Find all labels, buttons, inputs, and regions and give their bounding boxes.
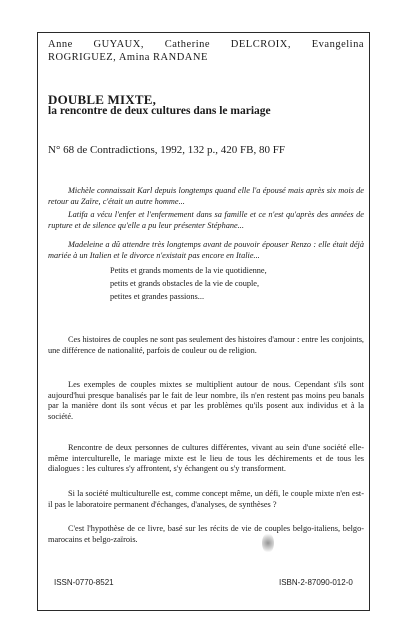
poem-line: Petits et grands moments de la vie quotidienne, xyxy=(110,266,267,275)
story-madeleine: Madeleine a dû attendre très longtemps avant de pouvoir épouser Renzo : elle était déjà mariée à un Italien et le divorce n'existait pas encore en Italie... xyxy=(48,240,364,260)
body-paragraph: Ces histoires de couples ne sont pas seulement des histoires d'amour : entre les conjoints, une différence de nationalité, parfois de couleur ou de religion. xyxy=(48,335,364,355)
publication-reference: N° 68 de Contradictions, 1992, 132 p., 420 FB, 80 FF xyxy=(48,144,285,156)
story-michele: Michèle connaissait Karl depuis longtemps quand elle l'a épousé mais après six mois de retour au Zaïre, c'était un autre homme... xyxy=(48,186,364,206)
book-title: DOUBLE MIXTE, xyxy=(48,92,157,107)
poem-block xyxy=(110,264,267,303)
authors: Anne GUYAUX, Catherine DELCROIX, Evangelina ROGRIGUEZ, Amina RANDANE xyxy=(48,39,364,63)
book-subtitle: la rencontre de deux cultures dans le mariage xyxy=(48,105,271,117)
story-latifa: Latifa a vécu l'enfer et l'enfermement dans sa famille et ce n'est qu'après des années de rupture et de silence qu'elle a pu leur présenter Stéphane... xyxy=(48,210,364,230)
body-paragraph: C'est l'hypothèse de ce livre, basé sur les récits de vie de couples belgo-italiens, belgo-marocains et belgo-zaïrois. xyxy=(48,524,364,544)
body-paragraph: Les exemples de couples mixtes se multiplient autour de nous. Cependant s'ils sont aujourd'hui presque banalisés par le fait de leur nombre, ils n'en restent pas moins peu banals par la manière dont ils sont vécus et par les problèmes qu'ils posent aux individus et à la société. xyxy=(48,380,364,421)
isbn-number: ISBN-2-87090-012-0 xyxy=(279,578,353,587)
body-paragraph: Si la société multiculturelle est, comme concept même, un défi, le couple mixte n'en est-il pas le laboratoire permanent d'échanges, d'analyses, de synthèses ? xyxy=(48,489,364,509)
issn-number: ISSN-0770-8521 xyxy=(54,578,114,587)
ink-smudge xyxy=(262,533,274,553)
body-paragraph: Rencontre de deux personnes de cultures différentes, vivant au sein d'une société elle-même interculturelle, le mariage mixte est le lieu de tous les déchirements et de tous les dialogues : les cultures s'y affrontent, s'y échangent ou s'y transforment. xyxy=(48,443,364,474)
poem-line: petites et grandes passions... xyxy=(110,292,205,301)
poem-line: petits et grands obstacles de la vie de couple, xyxy=(110,279,260,288)
